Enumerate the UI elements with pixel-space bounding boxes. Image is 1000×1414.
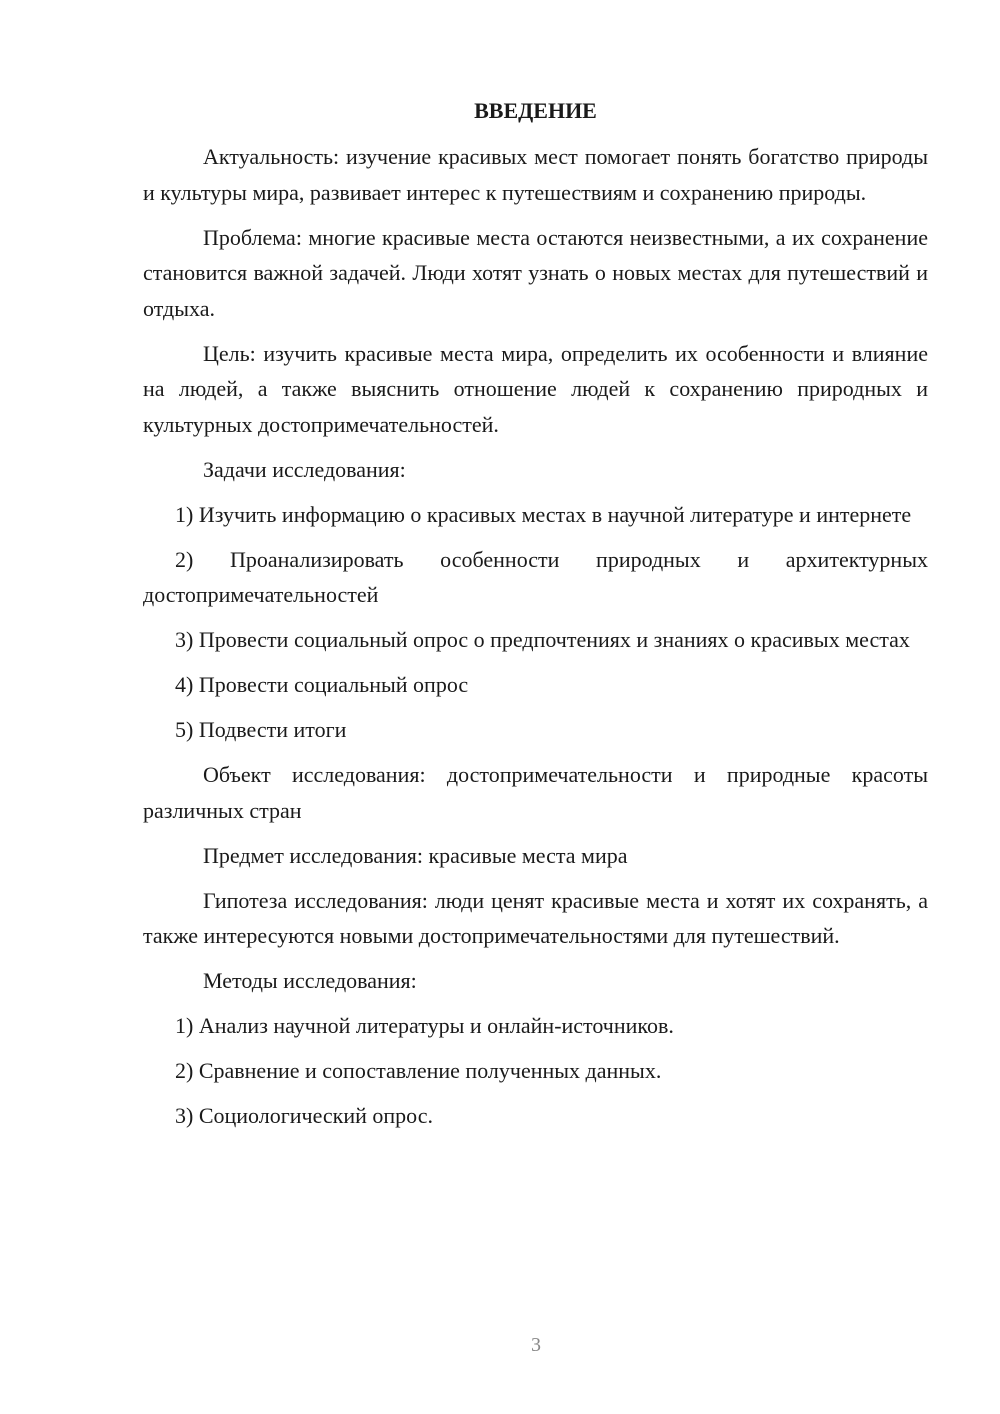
task-item: 2) Проанализировать особенности природных и архитектурных достопримечательностей: [143, 546, 928, 607]
task-item: 5) Подвести итоги: [175, 717, 347, 742]
page-number: 3: [531, 1334, 541, 1356]
task-item: 4) Провести социальный опрос: [175, 672, 469, 697]
task-item: 3) Провести социальный опрос о предпочтениях и знаниях о красивых местах: [175, 627, 910, 652]
method-item: 1) Анализ научной литературы и онлайн-источников.: [175, 1013, 674, 1038]
relevance-paragraph: Актуальность: изучение красивых мест помогает понять богатство природы и культуры мира, развивает интерес к путешествиям и сохранению природы.: [143, 144, 928, 205]
methods-title: Методы исследования:: [203, 968, 417, 993]
subject-paragraph: Предмет исследования: красивые места мира: [203, 842, 628, 868]
task-item: 1) Изучить информацию о красивых местах в научной литературе и интернете: [175, 501, 912, 527]
object-paragraph: Объект исследования: достопримечательности и природные красоты различных стран: [143, 762, 928, 823]
method-item: 2) Сравнение и сопоставление полученных данных.: [175, 1058, 662, 1083]
method-item: 3) Социологический опрос.: [175, 1103, 433, 1128]
goal-paragraph: Цель: изучить красивые места мира, определить их особенности и влияние на людей, а также выяснить отношение людей к сохранению природных и культурных достопримечательностей.: [143, 340, 928, 437]
tasks-title: Задачи исследования:: [203, 456, 406, 482]
hypothesis-paragraph: Гипотеза исследования: люди ценят красивые места и хотят их сохранять, а также интересуются новыми достопримечательностями для путешествий.: [143, 887, 928, 948]
section-heading: ВВЕДЕНИЕ: [474, 98, 597, 123]
page-content: [143, 93, 928, 1143]
problem-paragraph: Проблема: многие красивые места остаются неизвестными, а их сохранение становится важной задачей. Люди хотят узнать о новых местах для путешествий и отдыха.: [143, 224, 928, 321]
